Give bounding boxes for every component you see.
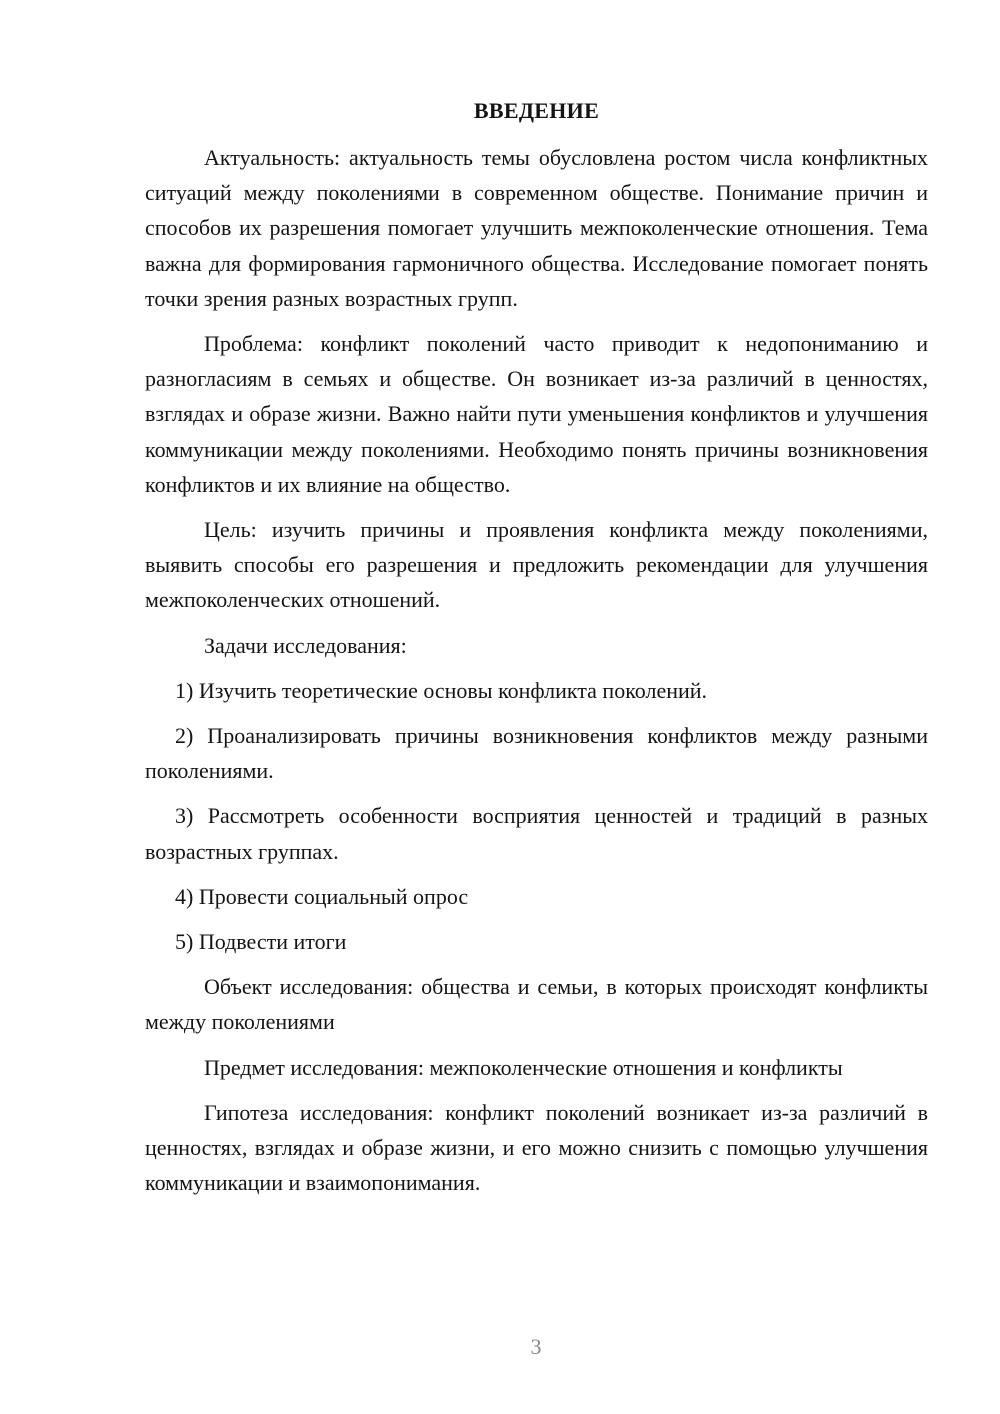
- paragraph-problem: Проблема: конфликт поколений часто приводит к недопониманию и разногласиям в семьях и обществе. Он возникает из-за различий в ценностях, взглядах и образе жизни. Важно найти пути уменьшения конфликтов и улучшения коммуникации между поколениями. Необходимо понять причины возникновения конфликтов и их влияние на общество.: [145, 331, 928, 497]
- task-item-2: 2) Проанализировать причины возникновения конфликтов между разными поколениями.: [145, 723, 928, 784]
- paragraph-relevance: Актуальность: актуальность темы обусловлена ростом числа конфликтных ситуаций между поколениями в современном обществе. Понимание причин и способов их разрешения помогает улучшить межпоколенческие отношения. Тема важна для формирования гармоничного общества. Исследование помогает понять точки зрения разных возрастных групп.: [145, 145, 928, 311]
- task-item-1: 1) Изучить теоретические основы конфликта поколений.: [175, 677, 708, 703]
- paragraph-hypothesis: Гипотеза исследования: конфликт поколений возникает из-за различий в ценностях, взглядах и образе жизни, и его можно снизить с помощью улучшения коммуникации и взаимопонимания.: [145, 1099, 928, 1196]
- section-heading: ВВЕДЕНИЕ: [473, 98, 600, 123]
- task-item-4: 4) Провести социальный опрос: [175, 883, 469, 909]
- page-number: 3: [530, 1334, 542, 1359]
- paragraph-object: Объект исследования: общества и семьи, в которых происходят конфликты между поколениями: [145, 974, 928, 1035]
- task-item-3: 3) Рассмотреть особенности восприятия ценностей и традиций в разных возрастных группах.: [145, 803, 928, 864]
- paragraph-goal: Цель: изучить причины и проявления конфликта между поколениями, выявить способы его разрешения и предложить рекомендации для улучшения межпоколенческих отношений.: [145, 517, 928, 613]
- paragraph-tasks-title: Задачи исследования:: [204, 632, 407, 658]
- paragraph-subject: Предмет исследования: межпоколенческие отношения и конфликты: [204, 1054, 843, 1080]
- task-item-5: 5) Подвести итоги: [175, 929, 347, 955]
- document-page: [145, 96, 928, 1210]
